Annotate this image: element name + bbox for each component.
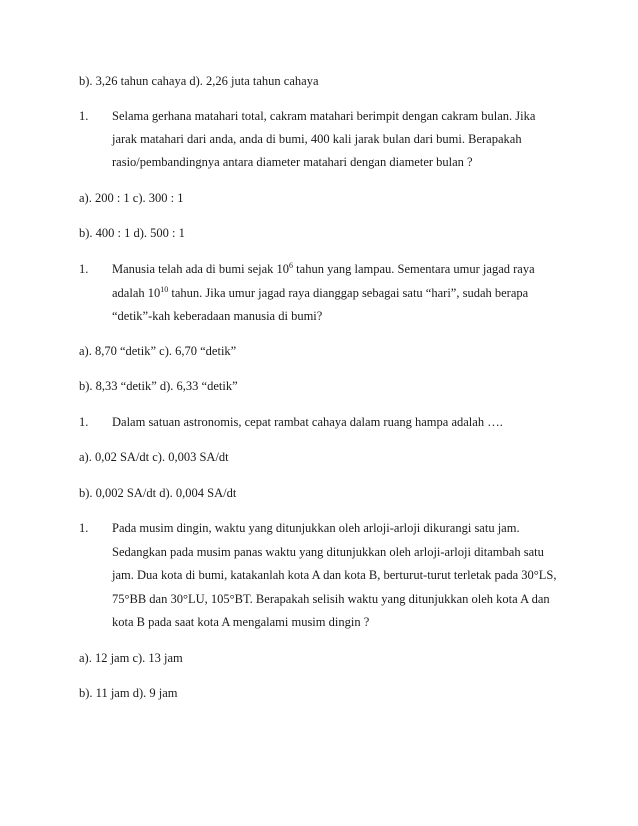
q4-number: 1. xyxy=(79,521,89,535)
q4-text-line-4: 75°BB dan 30°LU, 105°BT. Berapakah selisih waktu yang ditunjukkan oleh kota A dan xyxy=(112,592,550,606)
q2-line2-exponent: 10 xyxy=(160,284,169,294)
q2-line1-post: tahun yang lampau. Sementara umur jagad raya xyxy=(293,262,535,276)
q1-option-a-c: a). 200 : 1 c). 300 : 1 xyxy=(79,191,184,205)
q1-text-line-3: rasio/pembandingnya antara diameter matahari dengan diameter bulan ? xyxy=(112,155,473,169)
q4-text-line-1: Pada musim dingin, waktu yang ditunjukkan oleh arloji-arloji dikurangi satu jam. xyxy=(112,521,520,535)
q2-text-line-1 xyxy=(112,261,535,277)
q2-option-b-d: b). 8,33 “detik” d). 6,33 “detik” xyxy=(79,379,238,393)
q2-line2-pre: adalah 10 xyxy=(112,286,161,300)
q2-number: 1. xyxy=(79,262,89,276)
q2-line1-pre: Manusia telah ada di bumi sejak 10 xyxy=(112,262,290,276)
q3-option-a-c: a). 0,02 SA/dt c). 0,003 SA/dt xyxy=(79,450,229,464)
q2-text-line-3: “detik”-kah keberadaan manusia di bumi? xyxy=(112,309,323,323)
q1-text-line-2: jarak matahari dari anda, anda di bumi, 400 kali jarak bulan dari bumi. Berapakah xyxy=(112,132,522,146)
q4-text-line-5: kota B pada saat kota A mengalami musim dingin ? xyxy=(112,615,370,629)
q4-text-line-2: Sedangkan pada musim panas waktu yang ditunjukkan oleh arloji-arloji ditambah satu xyxy=(112,545,544,559)
q4-text-line-3: jam. Dua kota di bumi, katakanlah kota A dan kota B, berturut-turut terletak pada 30°LS, xyxy=(112,568,557,582)
q1-number: 1. xyxy=(79,109,89,123)
q1-text-line-1: Selama gerhana matahari total, cakram matahari berimpit dengan cakram bulan. Jika xyxy=(112,109,536,123)
q2-line2-post: tahun. Jika umur jagad raya dianggap sebagai satu “hari”, sudah berapa xyxy=(168,286,529,300)
q0-option-b-d: b). 3,26 tahun cahaya d). 2,26 juta tahun cahaya xyxy=(79,74,319,88)
q3-option-b-d: b). 0,002 SA/dt d). 0,004 SA/dt xyxy=(79,486,237,500)
q3-number: 1. xyxy=(79,415,89,429)
q3-text-line-1: Dalam satuan astronomis, cepat rambat cahaya dalam ruang hampa adalah …. xyxy=(112,415,503,429)
q2-text-line-2 xyxy=(112,285,528,301)
q2-line1-exponent: 6 xyxy=(289,260,294,270)
q4-option-b-d: b). 11 jam d). 9 jam xyxy=(79,686,178,700)
q4-option-a-c: a). 12 jam c). 13 jam xyxy=(79,651,183,665)
q2-option-a-c: a). 8,70 “detik” c). 6,70 “detik” xyxy=(79,344,237,358)
q1-option-b-d: b). 400 : 1 d). 500 : 1 xyxy=(79,226,185,240)
